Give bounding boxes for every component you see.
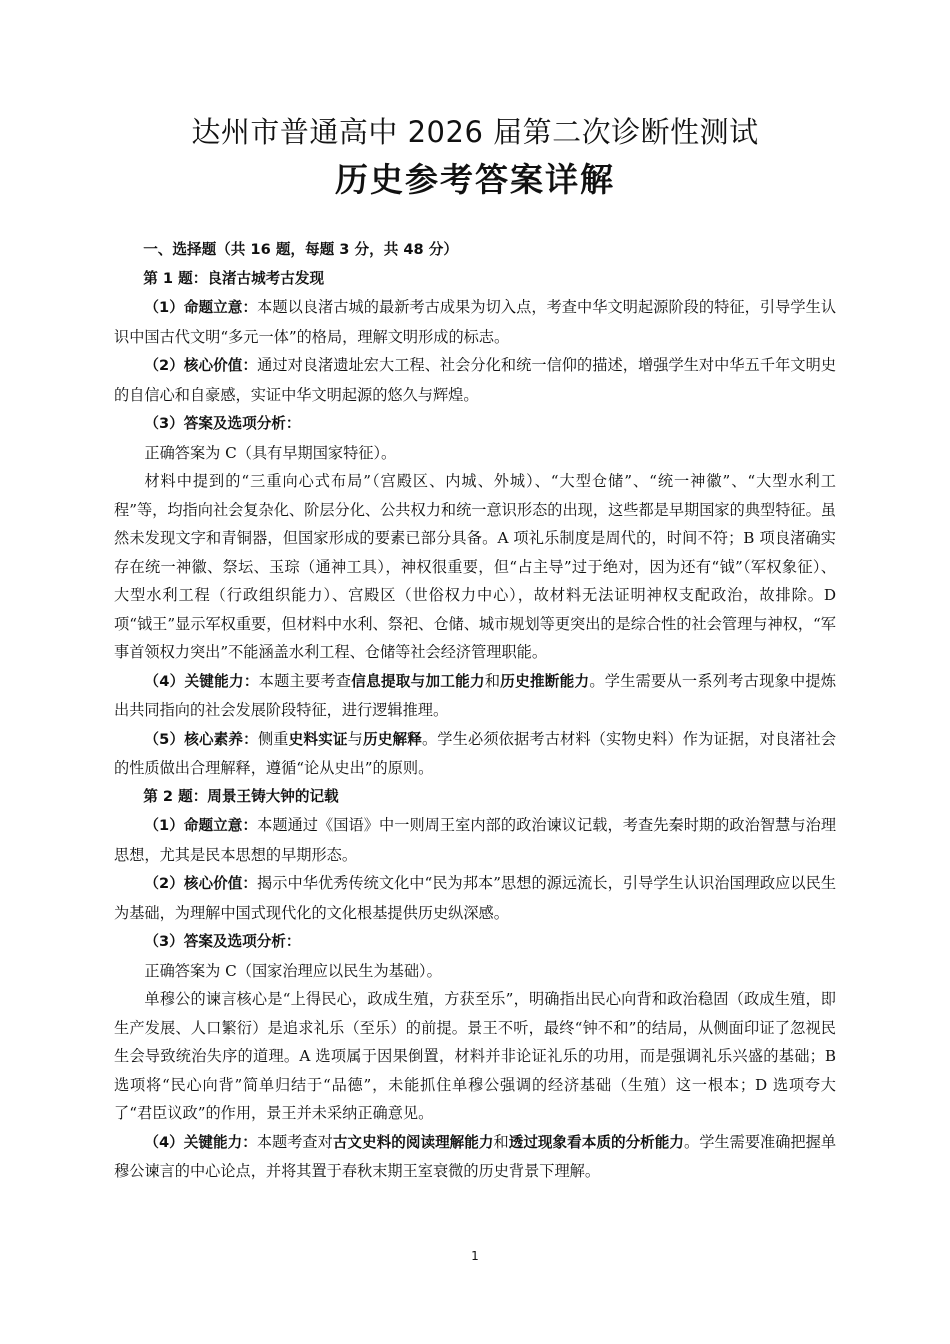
q2-ability-label: （4）关键能力： [144, 1133, 257, 1151]
q1-analysis-text: 材料中提到的“三重向心式布局”（宫殿区、内城、外城）、“大型仓储”、“统一神徽”、“大型水利工程”等，均指向社会复杂化、阶层分化、公共权力和统一意识形态的出现，这些都是早期国家的典型特征。虽然未发现文字和青铜器，但国家形成的要素已部分具备。A 项礼乐制度是周代的，时间不符；B 项良渚确实存在统一神徽、祭坛、玉琮（通神工具），神权很重要，但“占主导”过于绝对，因为还有“钺”（军权象征）、大型水利工程（行政组织能力）、宫殿区（世俗权力中心），故材料无法证明神权支配政治，故排除。D 项“钺王”显示军权重要，但材料中水利、祭祀、仓储、城市规划等更突出的是综合性的社会管理与神权，“军事首领权力突出”不能涵盖水利工程、仓储等社会经济管理职能。 [114, 472, 836, 661]
q1-value-text: 通过对良渚遗址宏大工程、社会分化和统一信仰的描述，增强学生对中华五千年文明史的自信心和自豪感，实证中华文明起源的悠久与辉煌。 [114, 356, 837, 404]
q2-ability-paragraph [114, 1128, 836, 1186]
q1-intent-text: 本题以良渚古城的最新考古成果为切入点，考查中华文明起源阶段的特征，引导学生认识中国古代文明“多元一体”的格局，理解文明形成的标志。 [114, 298, 837, 346]
q1-ability-text-b: 和 [484, 671, 501, 690]
q1-ability-text-c: 。学生需要从一系列考古现象中提炼出共同指向的社会发展阶段特征，进行逻辑推理。 [114, 671, 837, 719]
section-heading: 一、选择题（共 16 题，每题 3 分，共 48 分） [143, 241, 458, 258]
q1-ability-label: （4）关键能力： [144, 672, 259, 690]
q1-intent-label: （1）命题立意： [144, 299, 258, 316]
document-subtitle: 历史参考答案详解 [335, 160, 615, 199]
q2-value-label: （2）核心价值： [144, 875, 258, 892]
q2-analysis-label: （3）答案及选项分析： [144, 933, 301, 950]
q2-analysis-heading [114, 927, 836, 957]
q1-ability-text-a: 本题主要考查 [258, 671, 352, 690]
q1-literacy-emphasis-2: 历史解释 [362, 730, 422, 748]
q2-value-text: 揭示中华优秀传统文化中“民为邦本”思想的源远流长，引导学生认识治国理政应以民生为基础，为理解中国式现代化的文化根基提供历史纵深感。 [114, 874, 837, 922]
document-title: 达州市普通高中 2026 届第二次诊断性测试 [191, 115, 759, 149]
q1-ability-paragraph [114, 667, 836, 725]
q1-analysis-label: （3）答案及选项分析： [144, 415, 301, 432]
q1-intent-paragraph [114, 293, 836, 351]
q2-intent-label: （1）命题立意： [144, 817, 258, 834]
q2-ability-text-b: 和 [493, 1132, 509, 1151]
q2-ability-text-c: 。学生需要准确把握单穆公谏言的中心论点，并将其置于春秋末期王室衰微的历史背景下理解。 [114, 1132, 837, 1180]
q2-ability-emphasis-1: 古文史料的阅读理解能力 [332, 1133, 494, 1151]
q2-intent-paragraph [114, 811, 836, 869]
q1-ability-emphasis-1: 信息提取与加工能力 [351, 672, 485, 690]
q2-value-paragraph [114, 869, 836, 927]
page-number: 1 [471, 1249, 479, 1263]
q2-intent-text: 本题通过《国语》中一则周王室内部的政治谏议记载，考查先秦时期的政治智慧与治理思想，尤其是民本思想的早期形态。 [114, 816, 837, 864]
q1-value-label: （2）核心价值： [144, 357, 258, 374]
q1-ability-emphasis-2: 历史推断能力 [500, 672, 590, 690]
document-body [114, 236, 836, 1186]
q1-literacy-emphasis-1: 史料实证 [288, 730, 348, 748]
q1-literacy-paragraph [114, 725, 836, 783]
q1-value-paragraph [114, 351, 836, 409]
q1-literacy-label: （5）核心素养： [144, 730, 258, 748]
q1-analysis-heading [114, 409, 836, 439]
q1-literacy-text-a: 侧重 [257, 729, 289, 748]
q1-literacy-text-c: 。学生必须依据考古材料（实物史料）作为证据，对良渚社会的性质做出合理解释，遵循“论从史出”的原则。 [114, 729, 837, 777]
q2-ability-text-a: 本题考查对 [256, 1132, 333, 1151]
q2-ability-emphasis-2: 透过现象看本质的分析能力 [508, 1133, 685, 1151]
question-2-heading: 第 2 题：周景王铸大钟的记载 [143, 787, 339, 805]
q1-answer: 正确答案为 C（具有早期国家特征）。 [144, 443, 397, 462]
q2-answer: 正确答案为 C（国家治理应以民生为基础）。 [144, 961, 442, 980]
question-1-heading: 第 1 题：良渚古城考古发现 [143, 269, 325, 287]
q2-analysis-text: 单穆公的谏言核心是“上得民心，政成生殖，方获至乐”，明确指出民心向背和政治稳固（政成生殖，即生产发展、人口繁衍）是追求礼乐（至乐）的前提。景王不听，最终“钟不和”的结局，从侧面印证了忽视民生会导致统治失序的道理。A 选项属于因果倒置，材料并非论证礼乐的功用，而是强调礼乐兴盛的基础；B 选项将“民心向背”简单归结于“品德”，未能抓住单穆公强调的经济基础（生殖）这一根本；D 选项夸大了“君臣议政”的作用，景王并未采纳正确意见。 [114, 990, 836, 1122]
q1-literacy-text-b: 与 [347, 729, 363, 748]
